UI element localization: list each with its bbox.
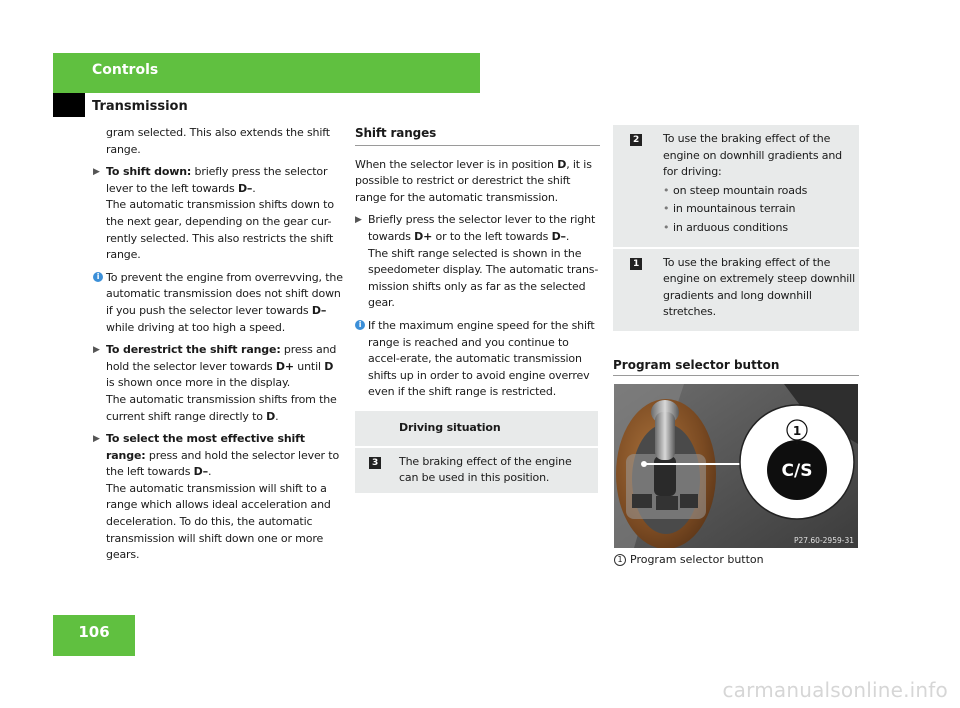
gear-1-badge: 1	[630, 258, 642, 270]
table-row: 3 The braking effect of the engine can be used in this position.	[355, 447, 598, 493]
shift-ranges-intro: When the selector lever is in position D, it is possible to restrict or derestrict the shift range for the automatic transmission.	[355, 157, 592, 204]
selector-lever-photo	[614, 384, 858, 548]
column-left	[93, 125, 343, 564]
table-header-row	[355, 411, 598, 447]
driving-situation-table	[355, 411, 598, 493]
arrow-icon: ▶	[355, 215, 362, 226]
list-item: • in mountainous terrain	[663, 202, 796, 216]
column-right	[613, 125, 859, 331]
caption-number: 1	[614, 554, 626, 566]
callout-number: 1	[792, 424, 802, 438]
photo-caption: 1 Program selector button	[614, 553, 764, 566]
cs-button-label: C/S	[781, 461, 813, 481]
step-derestrict: ▶ To derestrict the shift range: press and hold the selector lever towards D+ until D is shown once more in the display. The automatic transmission shifts from the current shift range directly to D.	[93, 343, 337, 423]
section-title: Controls	[92, 62, 159, 78]
table-row: 1 To use the braking effect of the engine on extremely steep downhill gradients and long downhill stretches.	[613, 248, 859, 331]
intro-text: gram selected. This also extends the shift range.	[106, 126, 330, 156]
list-item: • on steep mountain roads	[663, 183, 808, 197]
info-icon: i	[355, 320, 365, 330]
arrow-icon: ▶	[93, 345, 100, 356]
page-number: 106	[78, 623, 110, 641]
gear-2-badge: 2	[630, 134, 642, 146]
table-header: Driving situation	[399, 420, 501, 434]
note-max-speed: i If the maximum engine speed for the shift range is reached and you continue to accel-erate, the automatic transmission shifts up in order to avoid engine overrev even if the shift range is restricted.	[355, 318, 600, 401]
table-row: 2 To use the braking effect of the engine on downhill gradients and for driving: • on steep mountain roads • in mountainous terrain • in arduous conditions	[613, 125, 859, 248]
step-press-lever: ▶ Briefly press the selector lever to the right towards D+ or to the left towards D–. The shift range selected is shown in the speedometer display. The automatic trans-mission shifts only as far as the selected gear.	[355, 213, 599, 310]
photo-ref-code: P27.60-2959-31	[793, 536, 854, 545]
step-most-effective: ▶ To select the most effective shift range: press and hold the selector lever to the left towards D–. The automatic transmission will shift to a range which allows ideal acceleration and deceleration. To do this, the automatic transmission will shift down one or more gears.	[93, 432, 340, 562]
info-icon: i	[93, 272, 103, 282]
note-overrevving: i To prevent the engine from overrevving, the automatic transmission does not shift down if you push the selector lever towards D– while driving at too high a speed.	[93, 270, 343, 336]
subsection-marker	[53, 93, 85, 117]
shift-ranges-title: Shift ranges	[355, 125, 600, 146]
subsection-title: Transmission	[92, 99, 188, 114]
arrow-icon: ▶	[93, 434, 100, 445]
step-shift-down: ▶ To shift down: briefly press the selector lever to the left towards D–. The automatic transmission shifts down to the next gear, depending on the gear cur-rently selected. This also restricts the shift range.	[93, 165, 334, 262]
program-selector-title: Program selector button	[613, 358, 859, 376]
arrow-icon: ▶	[93, 167, 100, 178]
column-middle	[355, 125, 600, 493]
watermark: carmanualsonline.info	[722, 678, 948, 702]
gear-3-badge: 3	[369, 457, 381, 469]
gear-range-table	[613, 125, 859, 331]
list-item: • in arduous conditions	[663, 220, 788, 234]
